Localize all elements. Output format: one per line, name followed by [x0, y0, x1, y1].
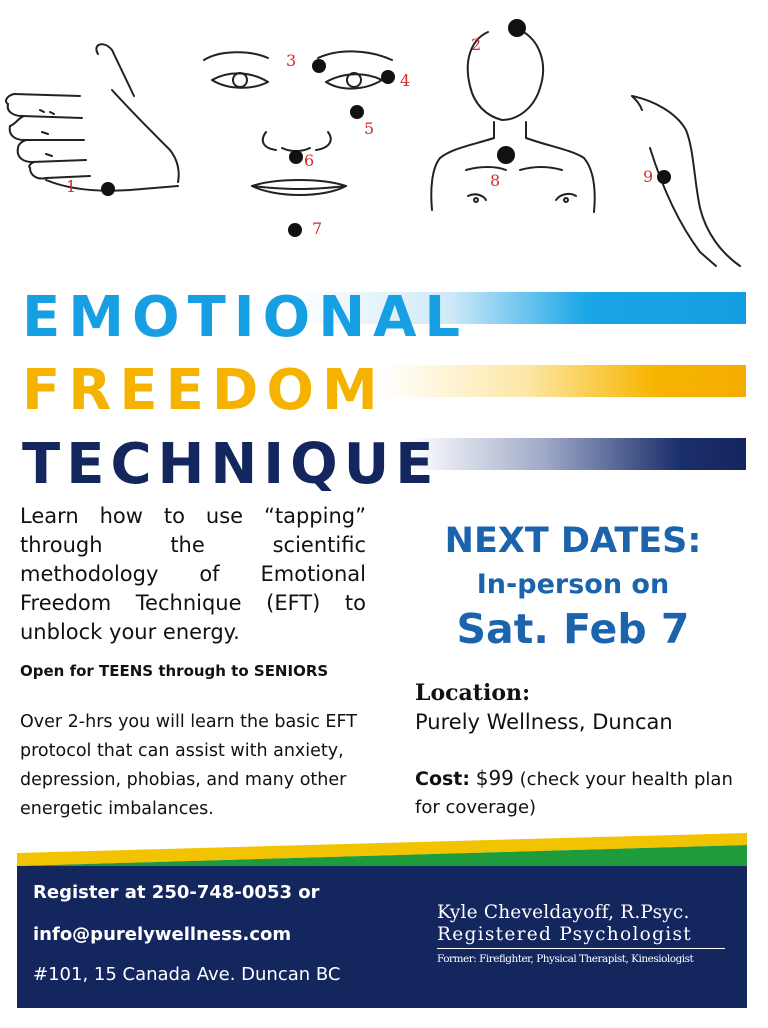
cost-note: (check your health plan for coverage): [415, 769, 733, 818]
provider-name: Kyle Cheveldayoff, R.Psyc.: [437, 902, 690, 923]
point-label-8: 8: [490, 171, 501, 190]
next-dates-heading: NEXT DATES:: [444, 521, 702, 561]
point-label-7: 7: [312, 219, 323, 238]
hand-illustration: [6, 44, 179, 190]
register-phone[interactable]: Register at 250-748-0053 or: [33, 882, 320, 903]
title-accent-bar-navy: [410, 438, 746, 470]
register-email[interactable]: info@purelywellness.com: [33, 924, 292, 945]
next-dates-block: [420, 520, 726, 654]
audience-note: Open for TEENS through to SENIORS: [20, 662, 329, 680]
provider-title: Registered Psychologist: [437, 924, 725, 949]
next-date: Sat. Feb 7: [456, 605, 690, 653]
provider-credentials: Former: Firefighter, Physical Therapist, Kinesiologist: [437, 953, 694, 965]
cost-amount: $99: [475, 766, 514, 790]
location-block: [415, 680, 745, 734]
point-label-1: 1: [66, 177, 77, 196]
point-label-9: 9: [643, 167, 654, 186]
title-line-freedom: FREEDOM: [22, 358, 386, 423]
intro-paragraph: Learn how to use “tapping” through the scientific methodology of Emotional Freedom Technique (EFT) to unblock your energy.: [20, 504, 366, 644]
title-line-emotional: EMOTIONAL: [22, 285, 469, 350]
point-label-6: 6: [304, 151, 315, 170]
tapping-points-illustration: [0, 0, 768, 280]
point-label-2: 2: [471, 35, 482, 54]
location-value: Purely Wellness, Duncan: [415, 710, 673, 734]
title-line-technique: TECHNIQUE: [22, 432, 440, 497]
registration-footer: [17, 866, 747, 1008]
cost-block: [415, 764, 749, 822]
register-address: #101, 15 Canada Ave. Duncan BC: [33, 964, 341, 985]
point-label-4: 4: [400, 71, 411, 90]
cost-label: Cost:: [415, 768, 470, 790]
next-dates-mode: In-person on: [476, 569, 670, 600]
torso-illustration: [431, 30, 594, 212]
title-accent-bar-yellow: [380, 365, 746, 397]
location-label: Location:: [415, 680, 531, 706]
point-label-3: 3: [286, 51, 297, 70]
point-label-5: 5: [364, 119, 375, 138]
workshop-description: Over 2-hrs you will learn the basic EFT protocol that can assist with anxiety, depression, phobias, and many other energetic imbalances.: [20, 712, 357, 819]
provider-block: [437, 902, 733, 965]
